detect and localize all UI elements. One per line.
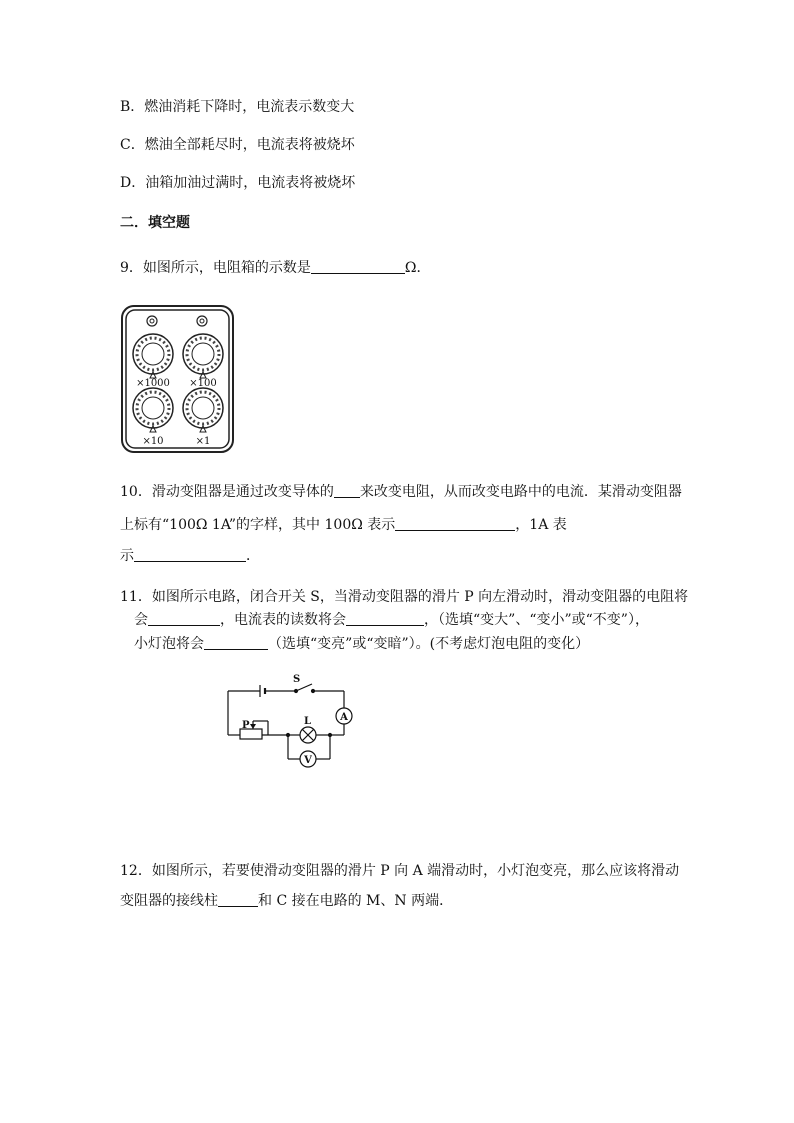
q11-text-e: （选填“变亮”或“变暗”）。(不考虑灯泡电阻的变化） <box>268 636 590 652</box>
dial-100 <box>183 334 223 378</box>
q10-text-b: 来改变电阻，从而改变电路中的电流．某滑动变阻器 <box>359 484 682 500</box>
question-10-line2 <box>120 515 567 535</box>
q12-blank-1[interactable] <box>218 892 258 907</box>
q12-text-b: 和 C 接在电路的 M、N 两端． <box>258 893 454 909</box>
option-b: B．燃油消耗下降时，电流表示数变大 <box>120 99 355 115</box>
switch-lever <box>296 684 312 691</box>
dial-1000 <box>133 334 173 378</box>
q12-text-a: 变阻器的接线柱 <box>120 893 218 909</box>
q10-text-a: 10．滑动变阻器是通过改变导体的 <box>120 484 334 500</box>
question-9 <box>120 258 431 278</box>
label-l: L <box>304 716 312 727</box>
section-title: 二．填空题 <box>120 215 190 231</box>
label-x100: ×100 <box>189 378 217 389</box>
q11-text-d: 小灯泡将会 <box>134 636 204 652</box>
option-d: D．油箱加油过满时，电流表将被烧坏 <box>120 175 356 191</box>
question-10-line3 <box>120 546 260 566</box>
label-x10: ×10 <box>142 436 164 447</box>
q9-answer-blank[interactable] <box>311 259 405 274</box>
q10-blank-1[interactable] <box>334 483 360 498</box>
label-x1: ×1 <box>195 436 211 447</box>
option-c: C．燃油全部耗尽时，电流表将被烧坏 <box>120 137 355 153</box>
q9-text: 9．如图所示，电阻箱的示数是 <box>120 260 311 276</box>
q9-unit: Ω． <box>404 260 431 276</box>
question-11-line2 <box>134 610 649 630</box>
question-10-line1 <box>120 482 682 502</box>
label-x1000: ×1000 <box>136 378 170 389</box>
circuit-diagram <box>220 673 360 773</box>
q10-blank-3[interactable] <box>134 547 246 562</box>
dial-10 <box>133 388 173 432</box>
q10-text-c: 上标有“100Ω 1A”的字样，其中 100Ω 表示 <box>120 517 396 533</box>
q11-text-c: ，（选填“变大”、“变小”或“不变”）， <box>424 612 649 628</box>
q10-text-e: 示 <box>120 548 134 564</box>
q10-text-d: ，1A 表 <box>515 517 567 533</box>
q11-text-a: 会 <box>134 612 148 628</box>
q11-blank-2[interactable] <box>346 611 424 626</box>
dial-1 <box>183 388 223 432</box>
q10-text-f: ． <box>246 548 260 564</box>
question-12-line1: 12．如图所示，若要使滑动变阻器的滑片 P 向 A 端滑动时，小灯泡变亮，那么应该将滑动 <box>120 863 680 879</box>
q10-blank-2[interactable] <box>395 516 515 531</box>
q11-blank-3[interactable] <box>204 635 268 650</box>
question-11-line3 <box>134 634 589 654</box>
question-12-line2 <box>120 891 453 911</box>
label-v: V <box>304 755 312 766</box>
label-p: P <box>242 720 250 731</box>
q11-blank-1[interactable] <box>148 611 220 626</box>
resistance-box-figure <box>120 304 235 454</box>
question-11-line1: 11．如图所示电路，闭合开关 S，当滑动变阻器的滑片 P 向左滑动时，滑动变阻器的电阻将 <box>120 589 689 605</box>
q11-text-b: ，电流表的读数将会 <box>220 612 346 628</box>
label-s: S <box>293 674 301 685</box>
slider-arrow-icon <box>250 724 256 729</box>
label-a: A <box>340 712 348 723</box>
